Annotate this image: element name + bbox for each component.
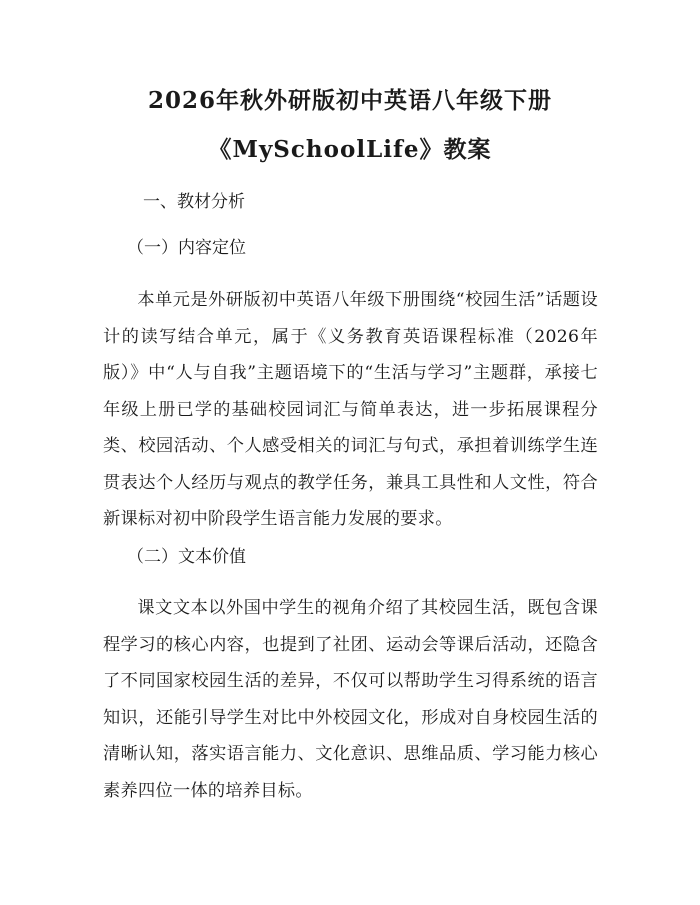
section-heading-textbook-analysis: 一、教材分析 (143, 192, 245, 212)
document-title-line1: 2026年秋外研版初中英语八年级下册 (147, 87, 552, 114)
paragraph-text-value: 课文文本以外国中学生的视角介绍了其校园生活，既包含课程学习的核心内容，也提到了社团、运动会等课后活动，还隐含了不同国家校园生活的差异，不仅可以帮助学生习得系统的语言知识，还能引导学生对比中外校园文化，形成对自身校园生活的清晰认知，落实语言能力、文化意识、思维品质、学习能力核心素养四位一体的培养目标。 (103, 598, 598, 801)
paragraph-content-positioning: 本单元是外研版初中英语八年级下册围绕“校园生活”话题设计的读写结合单元，属于《义务教育英语课程标准（2026年版）》中“人与自我”主题语境下的“生活与学习”主题群，承接七年级上册已学的基础校园词汇与简单表达，进一步拓展课程分类、校园活动、个人感受相关的词汇与句式，承担着训练学生连贯表达个人经历与观点的教学任务，兼具工具性和人文性，符合新课标对初中阶段学生语言能力发展的要求。 (103, 290, 598, 529)
subsection-heading-content-positioning: （一）内容定位 (127, 238, 246, 258)
subsection-heading-text-value: （二）文本价值 (127, 547, 246, 567)
document-title-line2: 《MySchoolLife》教案 (208, 136, 492, 163)
